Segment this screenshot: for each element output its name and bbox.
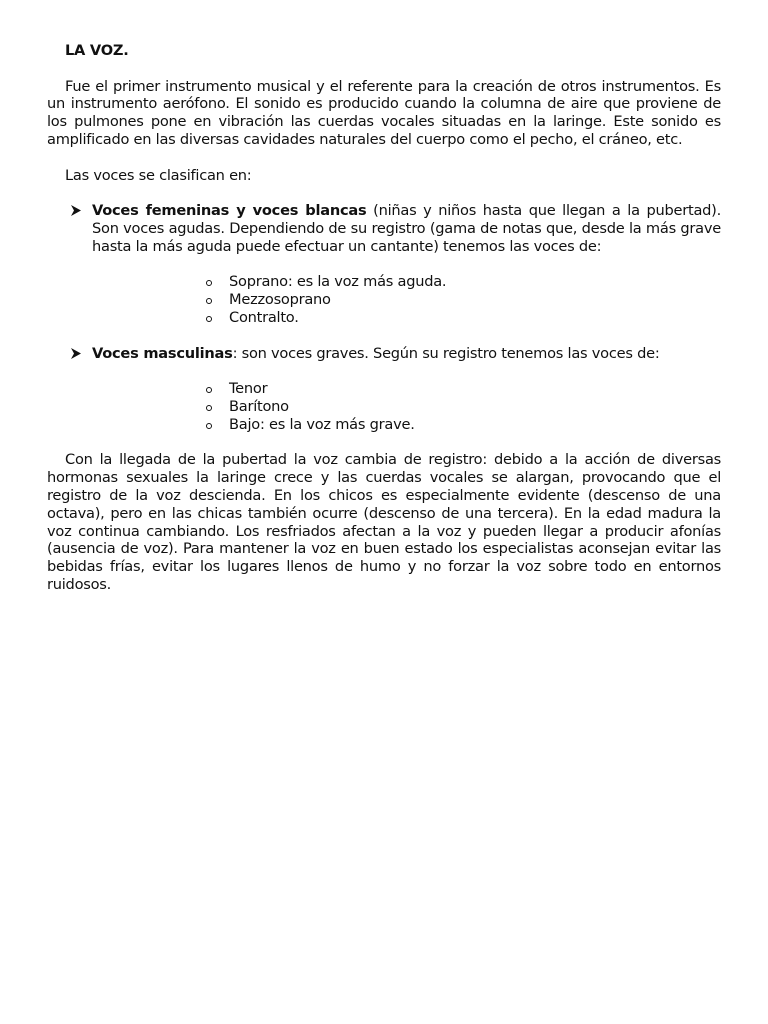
circle-bullet-icon [206, 298, 212, 304]
voice-item [92, 309, 721, 327]
closing-paragraph: Con la llegada de la pubertad la voz cambia de registro: debido a la acción de diversas hormonas sexuales la laringe crece y las cuerdas vocales se alargan, provocando que el registro de la voz descienda. En los chicos es especialmente evidente (descenso de una octava), pero en las chicas también ocurre (descenso de una tercera). En la edad madura la voz continua cambiando. Los resfriados afectan a la voz y pueden llegar a producir afonías (ausencia de voz). Para mantener la voz en buen estado los especialistas aconsejan evitar las bebidas frías, evitar los lugares llenos de humo y no forzar la voz sobre todo en entornos ruidosos. [47, 451, 721, 593]
circle-bullet-icon [206, 316, 212, 322]
voice-item [92, 416, 721, 434]
circle-bullet-icon [206, 423, 212, 429]
circle-bullet-icon [206, 405, 212, 411]
voice-item [92, 273, 721, 291]
voice-list [92, 273, 721, 326]
category-text [92, 202, 721, 255]
document-title: LA VOZ. [65, 42, 129, 59]
category-description: (niñas y niños hasta que llegan a la pubertad). Son voces agudas. Dependiendo de su registro (gama de notas que, desde la más grave hasta la más aguda puede efectuar un cantante) tenemos las voces de: [92, 202, 722, 255]
voice-item [92, 398, 721, 416]
voice-label: Mezzosoprano [229, 291, 331, 309]
voice-item [92, 380, 721, 398]
classification-intro: Las voces se clasifican en: [65, 166, 252, 184]
category-text [92, 345, 721, 363]
circle-bullet-icon [206, 387, 212, 393]
category-item [47, 345, 721, 434]
category-name: Voces femeninas y voces blancas [92, 202, 367, 220]
intro-paragraph: Fue el primer instrumento musical y el referente para la creación de otros instrumentos. Es un instrumento aerófono. El sonido es producido cuando la columna de aire que proviene de los pulmones pone en vibración las cuerdas vocales situadas en la laringe. Este sonido es amplificado en las diversas cavidades naturales del cuerpo como el pecho, el cráneo, etc. [47, 77, 721, 148]
circle-bullet-icon [206, 280, 212, 286]
category-description: : son voces graves. Según su registro tenemos las voces de: [232, 344, 660, 362]
voice-label: Barítono [229, 397, 289, 415]
document-page [47, 42, 721, 594]
voice-label: Bajo: es la voz más grave. [229, 415, 415, 433]
voice-item [92, 291, 721, 309]
arrow-bullet-icon [70, 204, 82, 217]
category-item [47, 202, 721, 327]
category-name: Voces masculinas [92, 344, 233, 362]
voice-label: Soprano: es la voz más aguda. [229, 273, 447, 291]
arrow-bullet-icon [70, 347, 82, 360]
voice-label: Contralto. [229, 308, 299, 326]
voice-list [92, 380, 721, 433]
voice-label: Tenor [229, 380, 268, 398]
